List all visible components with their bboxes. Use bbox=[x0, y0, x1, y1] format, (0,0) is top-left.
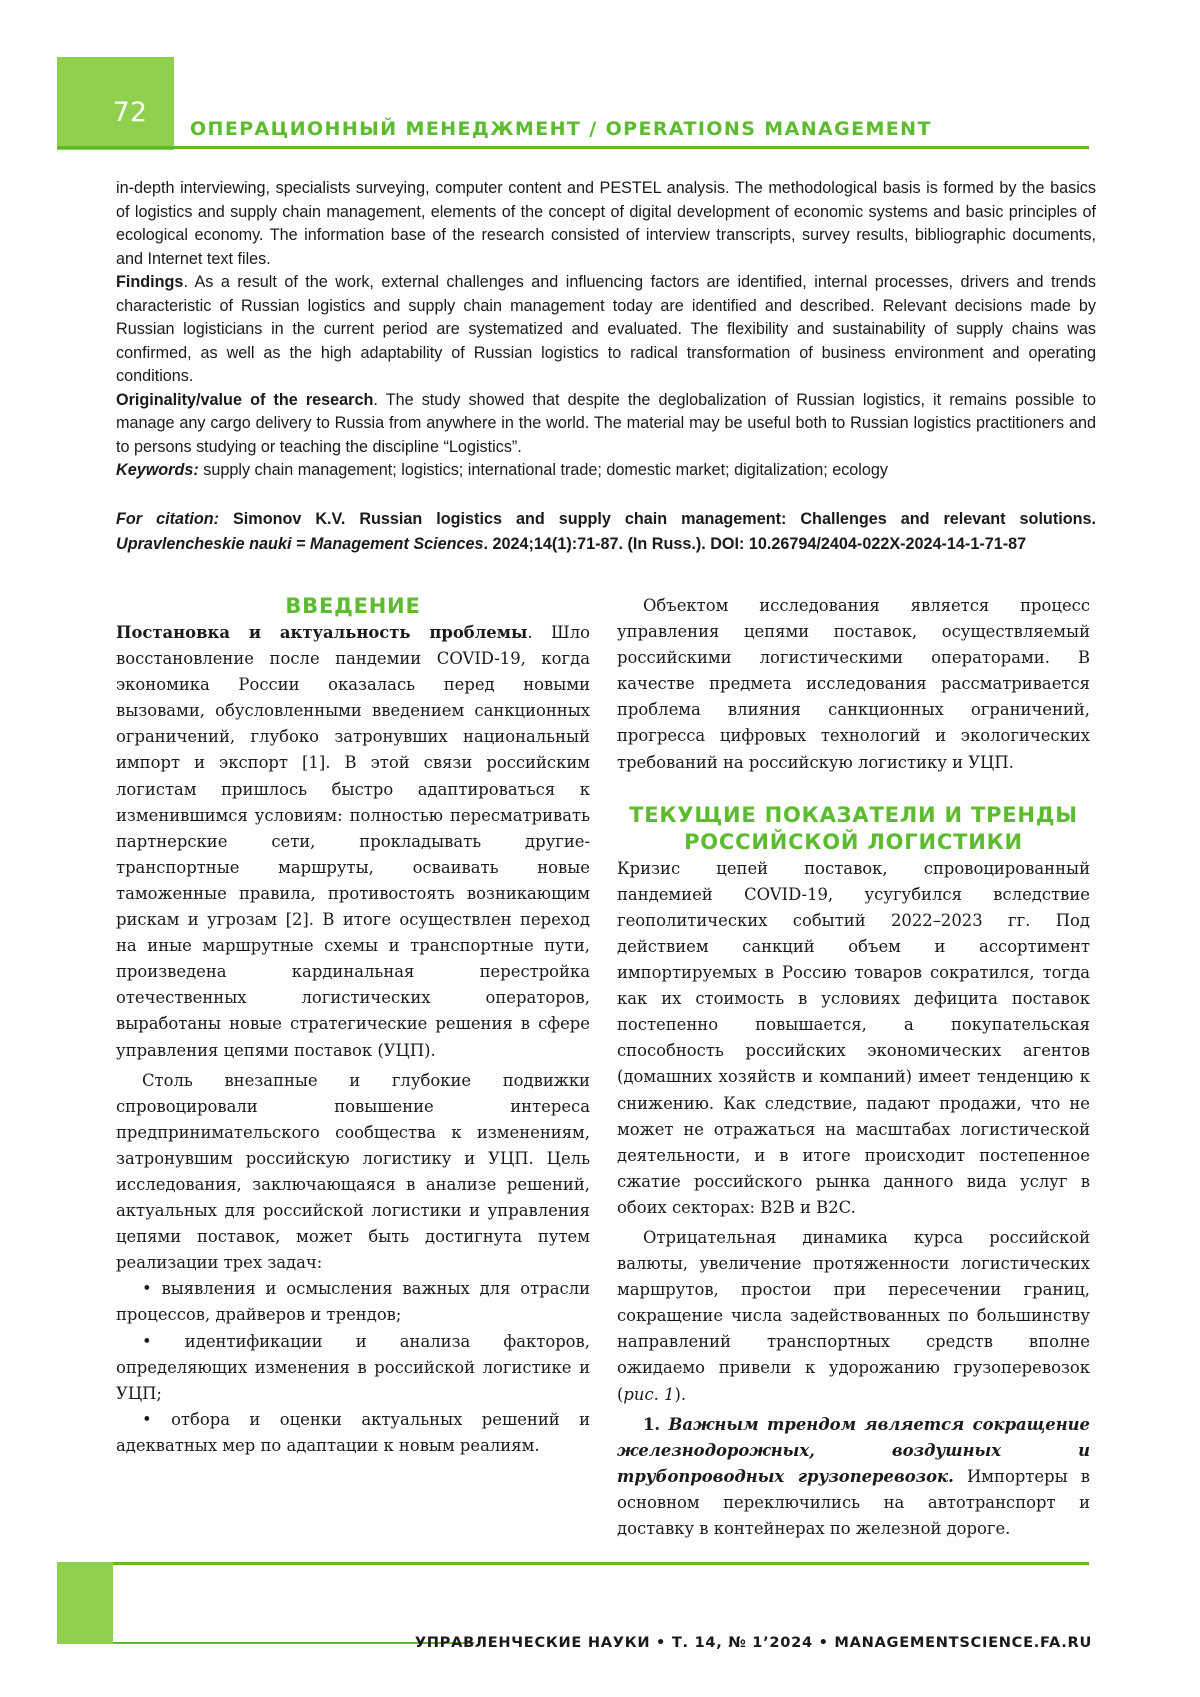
intro-paragraph-1 bbox=[116, 620, 590, 1064]
citation-details: . 2024;14(1):71-87. (In Russ.). DOI: 10.26794/2404-022X-2024-14-1-71-87 bbox=[483, 535, 1027, 553]
task-bullet-2: • идентификации и анализа факторов, определяющих изменения в российской логистике и УЦП; bbox=[116, 1331, 590, 1403]
object-paragraph: Объектом исследования является процесс управления цепями поставок, осуществляемый российскими логистическими операторами. В качестве предмета исследования рассматривается проблема влияния санкционных ограничений, прогресса цифровых технологий и экологических требований на российскую логистику и УЦП. bbox=[617, 596, 1090, 772]
page-number: 72 bbox=[112, 97, 147, 128]
keywords-text: supply chain management; logistics; international trade; domestic market; digitalization; ecology bbox=[198, 461, 888, 479]
heading-trends-line-2: РОССИЙСКОЙ ЛОГИСТИКИ bbox=[684, 829, 1023, 854]
findings-label: Findings bbox=[116, 273, 184, 291]
trend-1-paragraph bbox=[617, 1412, 1090, 1542]
dynamics-paragraph bbox=[617, 1225, 1090, 1408]
findings-text: . As a result of the work, external challenges and influencing factors are identified, internal processes, drivers and trends characteristic of Russian logistics and supply chain management today are identified and described. Relevant decisions made by Russian logisticians in the current period are systematized and evaluated. The flexibility and sustainability of supply chains was confirmed, as well as the high adaptability of Russian logistics to radical transformation of business environment and operating conditions. bbox=[116, 273, 1096, 385]
left-column bbox=[116, 594, 590, 1459]
page-number-block bbox=[57, 57, 174, 150]
abstract bbox=[116, 177, 1096, 483]
section-title: ОПЕРАЦИОННЫЙ МЕНЕДЖМЕНТ / OPERATIONS MANAGEMENT bbox=[190, 118, 932, 140]
keywords-label: Keywords: bbox=[116, 461, 199, 479]
task-bullet-3: • отбора и оценки актуальных решений и адекватных мер по адаптации к новым реалиям. bbox=[116, 1409, 590, 1455]
header-divider bbox=[57, 146, 1089, 149]
intro-paragraph-2: Столь внезапные и глубокие подвижки спровоцировали повышение интереса предпринимательского сообщества к изменениям, затронувшим российскую логистику и УЦП. Цель исследования, заключающаяся в анализе решений, актуальных для российской логистики и управления цепями поставок, может быть достигнута путем реализации трех задач: bbox=[116, 1070, 590, 1273]
abstract-methods: in-depth interviewing, specialists surveying, computer content and PESTEL analysis. The methodological basis is formed by the basics of logistics and supply chain management, elements of the concept of digital development of economic systems and basic principles of ecological economy. The information base of the research consisted of interview transcripts, survey results, bibliographic documents, and Internet text files. bbox=[116, 179, 1096, 268]
heading-trends bbox=[617, 802, 1090, 856]
intro-text-1: . Шло восстановление после пандемии COVID-19, когда экономика России оказалась перед новыми вызовами, обусловленными введением санкционных ограничений, глубоко затронувших национальный импорт и экспорт [1]. В этой связи российским логистам пришлось быстро адаптироваться к изменившимся условиям: полностью пересматривать партнерские сети, прокладывать другие-транспортные маршруты, осваивать новые таможенные правила, противостоять возникающим рискам и угрозам [2]. В итоге осуществлен переход на иные маршрутные схемы и транспортные пути, произведена кардинальная перестройка отечественных логистических операторов, выработаны новые стратегические решения в сфере управления цепями поставок (УЦП). bbox=[116, 623, 590, 1060]
citation-authors-title: Simonov K.V. Russian logistics and supply chain management: Challenges and relevant solutions. bbox=[219, 510, 1096, 528]
heading-introduction: ВВЕДЕНИЕ bbox=[285, 594, 421, 618]
right-column bbox=[617, 593, 1090, 1542]
dynamics-text: Отрицательная динамика курса российской валюты, увеличение протяженности логистических маршрутов, простои при пересечении границ, сокращение числа задействованных по большинству направлений транспортных средств вполне ожидаемо привели к удорожанию грузоперевозок ( bbox=[617, 1227, 1090, 1404]
figure-reference: рис. 1 bbox=[623, 1384, 675, 1404]
intro-bold-lead: Постановка и актуальность проблемы bbox=[116, 623, 528, 642]
abstract-findings bbox=[116, 271, 1096, 389]
abstract-keywords bbox=[116, 459, 1096, 483]
footer-green-block bbox=[57, 1562, 113, 1644]
trend-number: 1. bbox=[643, 1414, 661, 1434]
task-bullet-1: • выявления и осмысления важных для отрасли процессов, драйверов и трендов; bbox=[116, 1279, 590, 1325]
crisis-paragraph: Кризис цепей поставок, спровоцированный пандемией COVID-19, усугубился вследствие геополитических событий 2022–2023 гг. Под действием санкций объем и ассортимент импортируемых в Россию товаров сократился, тогда как их стоимость в условиях дефицита поставок постепенно повышается, а покупательская способность российских экономических агентов (домашних хозяйств и компаний) имеет тенденцию к снижению. Как следствие, падают продажи, что не может не отражаться на масштабах логистической деятельности, и в итоге происходит постепенное сжатие российского рынка данного вида услуг в обоих секторах: B2B и B2C. bbox=[617, 858, 1090, 1217]
trend-1-statement: Важным трендом является сокращение железнодорожных, воздушных и трубопроводных грузоперевозок. bbox=[617, 1414, 1090, 1486]
footer-journal-info: УПРАВЛЕНЧЕСКИЕ НАУКИ • Т. 14, № 1’2024 • MANAGEMENTSCIENCE.FA.RU bbox=[414, 1634, 1092, 1651]
heading-trends-line-1: ТЕКУЩИЕ ПОКАЗАТЕЛИ И ТРЕНДЫ bbox=[629, 802, 1078, 827]
trend-1-text: Импортеры в основном переключились на автотранспорт и доставку в контейнерах по железной дороге. bbox=[617, 1466, 1090, 1538]
originality-text: . The study showed that despite the deglobalization of Russian logistics, it remains possible to manage any cargo delivery to Russia from anywhere in the world. The material may be useful both to Russian logistics practitioners and to persons studying or teaching the discipline “Logistics”. bbox=[116, 390, 1096, 456]
footer-divider bbox=[57, 1562, 1089, 1565]
citation-journal: Upravlencheskie nauki = Management Sciences bbox=[116, 535, 484, 553]
citation bbox=[116, 507, 1096, 557]
dynamics-end: ). bbox=[674, 1384, 687, 1404]
abstract-originality bbox=[116, 389, 1096, 460]
originality-label: Originality/value of the research bbox=[116, 390, 374, 409]
citation-label: For citation: bbox=[116, 510, 220, 528]
